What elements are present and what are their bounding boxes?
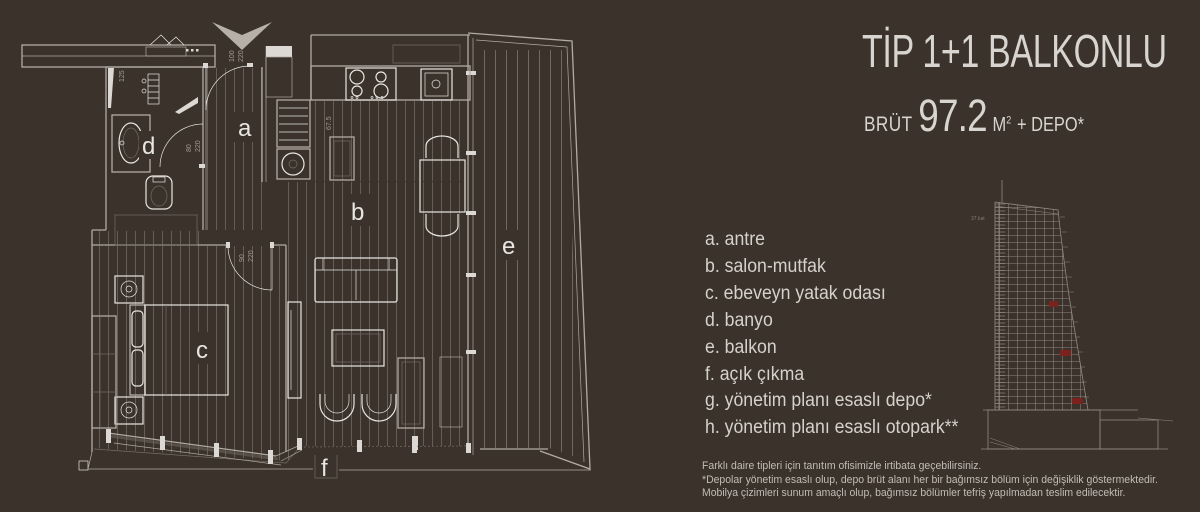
legend-item: a. antre xyxy=(705,229,765,250)
entrance-arrow-icon xyxy=(212,22,272,50)
legend-item: d. banyo xyxy=(705,309,773,331)
tower-elevation-drawing xyxy=(963,172,1175,462)
room-label-b: b xyxy=(351,199,365,226)
svg-text:220: 220 xyxy=(195,140,202,152)
room-label-f: f xyxy=(321,455,328,482)
footnotes xyxy=(702,460,1158,501)
area-unit: $M^2$ xyxy=(992,114,1012,136)
svg-text:100: 100 xyxy=(229,50,236,62)
page-title: TİP 1+1 BALKONLU xyxy=(862,25,1167,77)
svg-text:90: 90 xyxy=(239,254,246,262)
area-prefix: BRÜT xyxy=(864,113,913,136)
room-label-d: d xyxy=(142,133,156,160)
area-line xyxy=(864,90,1084,142)
room-label-c: c xyxy=(196,337,208,364)
legend-item: b. salon-mutfak xyxy=(705,255,826,277)
svg-text:125: 125 xyxy=(119,70,126,82)
area-suffix: + DEPO* xyxy=(1016,114,1084,136)
footnote-line: *Depolar yönetim esaslı olup, depo brüt alanı her bir bağımsız bölüm için değişiklik göstermektedir. xyxy=(702,473,1158,486)
svg-text:220: 220 xyxy=(238,50,245,62)
legend-item: e. balkon xyxy=(705,336,777,358)
room-legend xyxy=(705,227,958,442)
corridor xyxy=(22,35,215,67)
legend-item: g. yönetim planı esaslı depo* xyxy=(705,390,932,412)
room-label-e: e xyxy=(502,233,516,260)
legend-item: c. ebeveyn yatak odası xyxy=(705,282,886,304)
footnote-line: Mobilya çizimleri sunum amaçlı olup, bağımsız bölümler tefriş yapılmadan teslim edilecektir. xyxy=(702,487,1126,500)
svg-text:67.5: 67.5 xyxy=(326,116,333,130)
closet-laundry xyxy=(266,46,310,179)
tower-floor-count: 37.kat xyxy=(971,216,985,222)
room-label-a: a xyxy=(238,115,252,142)
svg-text:220: 220 xyxy=(248,250,255,262)
legend-item: h. yönetim planı esaslı otopark** xyxy=(705,417,959,439)
svg-text:80: 80 xyxy=(186,144,193,152)
tower-body xyxy=(988,180,1093,412)
area-value: 97.2 xyxy=(918,90,987,141)
footnote-line: Farklı daire tipleri için tanıtım ofisimizle irtibata geçebilirsiniz. xyxy=(702,460,982,472)
legend-item: f. açık çıkma xyxy=(705,363,805,385)
tower-podium xyxy=(981,410,1173,449)
